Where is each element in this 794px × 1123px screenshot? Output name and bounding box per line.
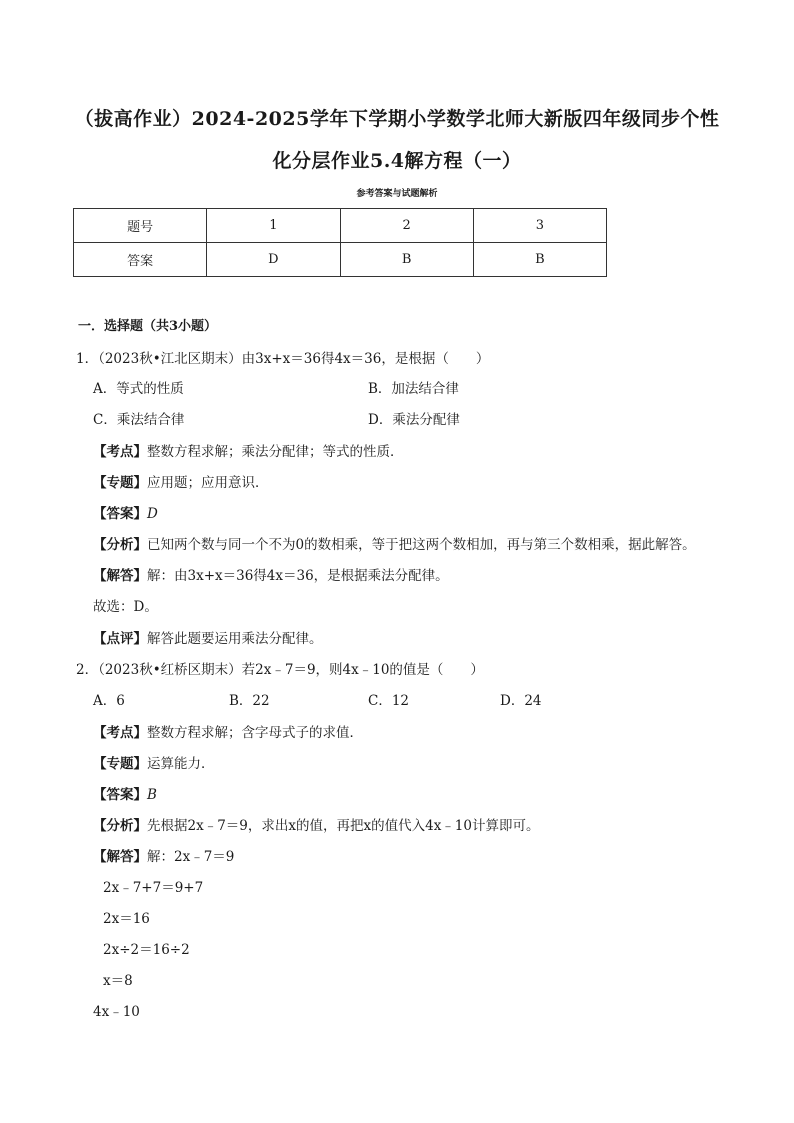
q1-dianping [93, 630, 323, 648]
table-cell: 答案 [74, 243, 207, 277]
q1-kaodian [93, 443, 404, 461]
q2-kaodian-text: 整数方程求解；含字母式子的求值． [147, 725, 363, 741]
q1-jieda-tag: 【解答】 [93, 568, 147, 584]
section-heading: 一．选择题（共3小题） [78, 319, 218, 334]
table-cell: B [473, 243, 606, 277]
q2-fenxi [93, 817, 540, 835]
q1-zhuanti-tag: 【专题】 [93, 475, 147, 491]
q2-step: 4x﹣10 [93, 1004, 140, 1020]
answer-table [73, 208, 607, 277]
q1-option-b: B．加法结合律 [368, 381, 459, 397]
q2-daan-tag: 【答案】 [93, 787, 147, 803]
q1-fenxi-tag: 【分析】 [93, 537, 147, 553]
q2-fenxi-tag: 【分析】 [93, 818, 147, 834]
q1-dianping-tag: 【点评】 [93, 631, 147, 647]
q2-option-d: D．24 [500, 693, 542, 709]
document-title-line2: 化分层作业5.4解方程（一） [272, 150, 522, 172]
q2-step: x＝8 [103, 973, 133, 989]
q2-option-a: A．6 [93, 693, 125, 709]
table-cell: B [340, 243, 473, 277]
q1-guxuan: 故选：D。 [93, 599, 158, 615]
table-cell: 题号 [74, 209, 207, 243]
q2-zhuanti-text: 运算能力． [147, 756, 215, 772]
q2-fenxi-text: 先根据2x﹣7＝9，求出x的值，再把x的值代入4x﹣10计算即可。 [147, 818, 540, 834]
q2-jieda [93, 848, 234, 866]
q1-daan-tag: 【答案】 [93, 506, 147, 522]
q2-jieda-tag: 【解答】 [93, 849, 147, 865]
q1-daan-text: D [147, 506, 158, 522]
q2-daan [93, 786, 157, 804]
q2-option-c: C．12 [368, 693, 410, 709]
q2-zhuanti [93, 755, 215, 773]
table-cell: D [207, 243, 340, 277]
q1-zhuanti [93, 474, 269, 492]
table-cell: 1 [207, 209, 340, 243]
q2-option-b: B．22 [229, 693, 270, 709]
q1-option-d: D．乘法分配律 [368, 412, 460, 428]
q1-fenxi-text: 已知两个数与同一个不为0的数相乘，等于把这两个数相加，再与第三个数相乘，据此解答。 [147, 537, 696, 553]
q2-step: 2x÷2＝16÷2 [103, 942, 190, 958]
document-title-line1: （拔高作业）2024-2025学年下学期小学数学北师大新版四年级同步个性 [74, 108, 720, 130]
document-subtitle: 参考答案与试题解析 [356, 189, 438, 199]
table-cell: 2 [340, 209, 473, 243]
q2-kaodian-tag: 【考点】 [93, 725, 147, 741]
q2-stem: 2．（2023秋•红桥区期末）若2x﹣7＝9，则4x﹣10的值是（ ） [76, 662, 484, 678]
q2-kaodian [93, 724, 363, 742]
q1-dianping-text: 解答此题要运用乘法分配律。 [147, 631, 323, 647]
q1-kaodian-text: 整数方程求解；乘法分配律；等式的性质． [147, 444, 404, 460]
q1-jieda [93, 567, 449, 585]
q2-step: 2x＝16 [103, 911, 150, 927]
q1-stem: 1．（2023秋•江北区期末）由3x+x＝36得4x＝36，是根据（ ） [76, 351, 490, 367]
q1-kaodian-tag: 【考点】 [93, 444, 147, 460]
q1-option-a: A．等式的性质 [93, 381, 184, 397]
q1-daan [93, 505, 158, 523]
q2-jieda-text: 解：2x﹣7＝9 [147, 849, 235, 865]
q1-zhuanti-text: 应用题；应用意识． [147, 475, 269, 491]
table-cell: 3 [473, 209, 606, 243]
table-row [74, 209, 607, 243]
table-row [74, 243, 607, 277]
q1-jieda-text: 解：由3x+x＝36得4x＝36，是根据乘法分配律。 [147, 568, 449, 584]
q1-fenxi [93, 536, 696, 554]
q1-option-c: C．乘法结合律 [93, 412, 185, 428]
q2-step: 2x﹣7+7＝9+7 [103, 880, 204, 896]
q2-zhuanti-tag: 【专题】 [93, 756, 147, 772]
q2-daan-text: B [147, 787, 157, 803]
